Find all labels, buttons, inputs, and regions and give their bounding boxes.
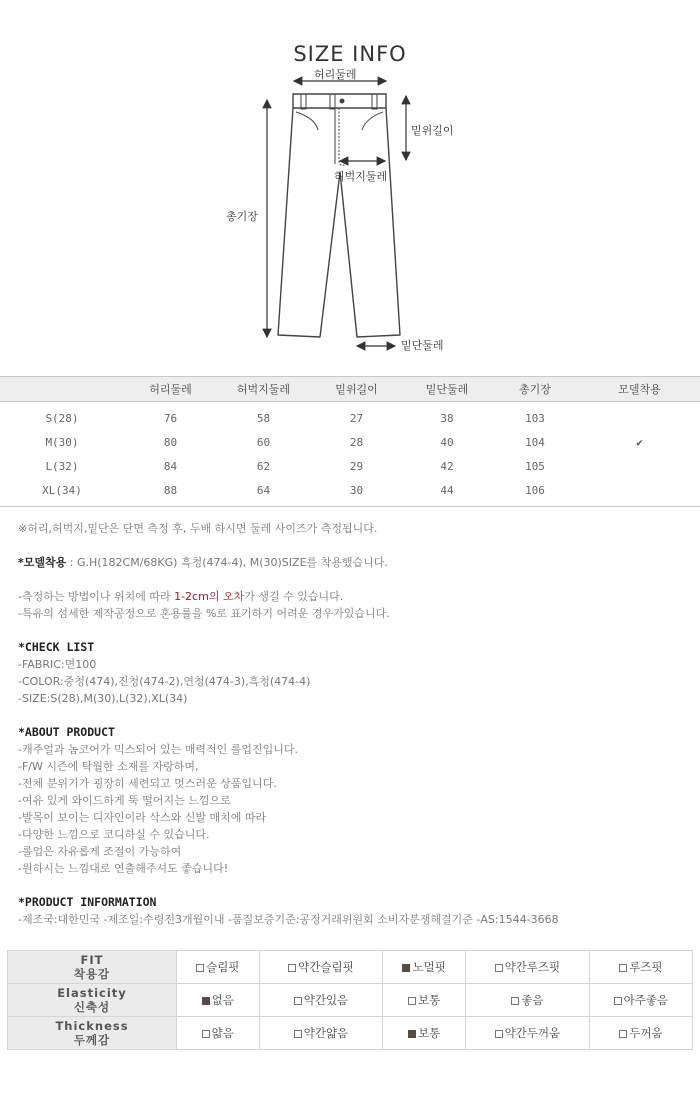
size-table [0, 376, 700, 507]
unchecked-box-icon [202, 1030, 210, 1038]
unchecked-box-icon [288, 964, 296, 972]
error-note: -측정하는 방법이나 위치에 따라 1-2cm의 오차가 생길 수 있습니다. [18, 590, 344, 603]
spec-option-label: 약간슬림핏 [298, 960, 354, 974]
spec-option [383, 951, 466, 984]
about-item: -원하시는 느낌대로 연출해주셔도 좋습니다! [18, 862, 229, 875]
header-hem: 밑단둘레 [403, 377, 491, 402]
spec-table [7, 950, 693, 1050]
unchecked-box-icon [408, 997, 416, 1005]
spec-row [8, 984, 693, 1017]
checklist-heading: *CHECK LIST [18, 640, 95, 654]
checked-box-icon [402, 964, 410, 972]
header-length: 총기장 [491, 377, 579, 402]
header-rise: 밑위길이 [310, 377, 403, 402]
unchecked-box-icon [619, 964, 627, 972]
about-item: -F/W 시즌에 탁월한 소재를 자랑하며, [18, 760, 199, 773]
model-note-text: : G.H(182CM/68KG) 흑청(474-4), M(30)SIZE를 착용했습니다. [66, 556, 388, 569]
spec-option-label: 약간얇음 [303, 1026, 349, 1040]
model-note [18, 554, 688, 571]
length-cell: 106 [491, 478, 579, 507]
length-cell: 105 [525, 459, 545, 473]
spec-option [465, 984, 589, 1017]
table-row [0, 454, 700, 478]
spec-option [383, 984, 466, 1017]
spec-option-label: 좋음 [521, 993, 544, 1007]
unchecked-box-icon [619, 1030, 627, 1038]
rise-label: 밑위길이 [411, 124, 454, 137]
table-row [0, 430, 700, 454]
hem-label: 밑단둘레 [401, 339, 444, 352]
info-heading: *PRODUCT INFORMATION [18, 895, 157, 909]
waist-label: 허리둘레 [314, 68, 357, 81]
size-cell: XL(34) [0, 478, 124, 507]
length-cell: 103 [525, 411, 545, 425]
header-waist: 허리둘레 [124, 377, 217, 402]
unchecked-box-icon [196, 964, 204, 972]
checklist-item: -FABRIC:면100 [18, 658, 97, 671]
spec-option-label: 두꺼움 [629, 1026, 663, 1040]
spec-row-header [8, 951, 177, 984]
unchecked-box-icon [511, 997, 519, 1005]
size-table-header [0, 377, 700, 402]
spec-header-en: Elasticity [57, 986, 127, 1000]
header-size [0, 377, 124, 402]
thigh-cell: 60 [256, 435, 271, 449]
checklist-item: -COLOR:중청(474),진청(474-2),연청(474-3),흑청(474-4) [18, 675, 311, 688]
spec-option-label: 얇음 [211, 1026, 234, 1040]
measure-note: ※허리,허벅지,밑단은 단면 측정 후, 두배 하시면 둘레 사이즈가 측정됩니다. [18, 522, 378, 535]
spec-header-ko: 착용감 [73, 967, 111, 981]
size-cell: L(32) [45, 459, 79, 473]
spec-option-label: 약간두꺼움 [504, 1026, 561, 1040]
spec-option [465, 951, 589, 984]
thigh-cell: 64 [217, 478, 310, 507]
pants-illustration [0, 60, 700, 360]
unchecked-box-icon [614, 997, 622, 1005]
thigh-cell: 58 [256, 411, 271, 425]
spec-header-ko: 신축성 [73, 1000, 111, 1014]
spec-header-en: Thickness [55, 1019, 129, 1033]
waist-cell: 80 [163, 435, 178, 449]
spec-option-label: 보통 [418, 993, 441, 1007]
spec-option [589, 984, 692, 1017]
page-title: SIZE INFO [293, 42, 407, 67]
spec-option-label: 약간루즈핏 [504, 960, 561, 974]
info-line: -제조국:대한민국 -제조일:수령전3개월이내 -품질보증기준:공정거래위원회 소비자분쟁해결기준 -AS:1544-3668 [18, 913, 559, 926]
spec-option [259, 984, 383, 1017]
model-cell [579, 402, 700, 431]
spec-option [177, 1017, 260, 1050]
header-thigh: 허벅지둘레 [217, 377, 310, 402]
spec-option [465, 1017, 589, 1050]
table-row [0, 478, 700, 507]
spec-option-label: 보통 [418, 1026, 441, 1040]
model-cell [579, 454, 700, 478]
rise-cell: 27 [349, 411, 364, 425]
spec-row-header [8, 984, 177, 1017]
spec-option-label: 슬림핏 [206, 960, 240, 974]
product-notes [18, 520, 688, 928]
waist-cell: 88 [124, 478, 217, 507]
hem-cell: 44 [403, 478, 491, 507]
spec-option [589, 951, 692, 984]
spec-option-label: 아주좋음 [623, 993, 669, 1007]
about-item: -다양한 느낌으로 코디하실 수 있습니다. [18, 828, 210, 841]
about-item: -전체 분위기가 굉장히 세련되고 멋스러운 상품입니다. [18, 777, 277, 790]
spec-header-en: FIT [80, 953, 104, 967]
rise-cell: 30 [310, 478, 403, 507]
spec-header-ko: 두께감 [73, 1033, 111, 1047]
hem-cell: 40 [440, 435, 454, 449]
spec-option-label: 없음 [211, 993, 234, 1007]
about-heading: *ABOUT PRODUCT [18, 725, 115, 739]
about-item: -롤업은 자유롭게 조절이 가능하여 [18, 845, 182, 858]
model-cell [579, 478, 700, 507]
model-check-icon: ✔ [636, 435, 643, 449]
model-note-label: *모델착용 [18, 556, 67, 569]
length-label: 총기장 [226, 210, 258, 223]
size-cell: M(30) [45, 435, 79, 449]
about-item: -발목이 보이는 디자인이라 삭스와 신발 매치에 따라 [18, 811, 267, 824]
unchecked-box-icon [495, 1030, 503, 1038]
spec-row [8, 1017, 693, 1050]
checked-box-icon [202, 997, 210, 1005]
unchecked-box-icon [294, 1030, 302, 1038]
pants-diagram [0, 60, 700, 360]
error-accent: 1-2cm의 오차 [174, 590, 245, 603]
about-item: -캐주얼과 놈코어가 믹스되어 있는 매력적인 롤업진입니다. [18, 743, 298, 756]
blend-note: -특유의 섬세한 제작공정으로 혼용률을 %로 표기하기 어려운 경우가있습니다. [18, 607, 390, 620]
spec-option [259, 1017, 383, 1050]
spec-option-label: 루즈핏 [629, 960, 663, 974]
table-row [0, 402, 700, 431]
spec-option [589, 1017, 692, 1050]
length-cell: 104 [525, 435, 545, 449]
hem-cell: 38 [440, 411, 454, 425]
rise-cell: 29 [349, 459, 364, 473]
rise-cell: 28 [349, 435, 364, 449]
checked-box-icon [408, 1030, 416, 1038]
spec-option [383, 1017, 466, 1050]
spec-option [177, 951, 260, 984]
spec-option-label: 약간있음 [303, 993, 349, 1007]
checklist-item: -SIZE:S(28),M(30),L(32),XL(34) [18, 692, 188, 705]
spec-option [259, 951, 383, 984]
spec-row-header [8, 1017, 177, 1050]
spec-option [177, 984, 260, 1017]
spec-row [8, 951, 693, 984]
about-item: -여유 있게 와이드하게 뚝 떨어지는 느낌으로 [18, 794, 231, 807]
unchecked-box-icon [294, 997, 302, 1005]
size-cell: S(28) [45, 411, 79, 425]
spec-option-label: 노멀핏 [412, 960, 446, 974]
hem-cell: 42 [440, 459, 454, 473]
thigh-cell: 62 [256, 459, 271, 473]
header-model: 모델착용 [579, 377, 700, 402]
thigh-label: 허벅지둘레 [334, 170, 388, 183]
unchecked-box-icon [495, 964, 503, 972]
waist-cell: 84 [163, 459, 178, 473]
waist-cell: 76 [163, 411, 178, 425]
